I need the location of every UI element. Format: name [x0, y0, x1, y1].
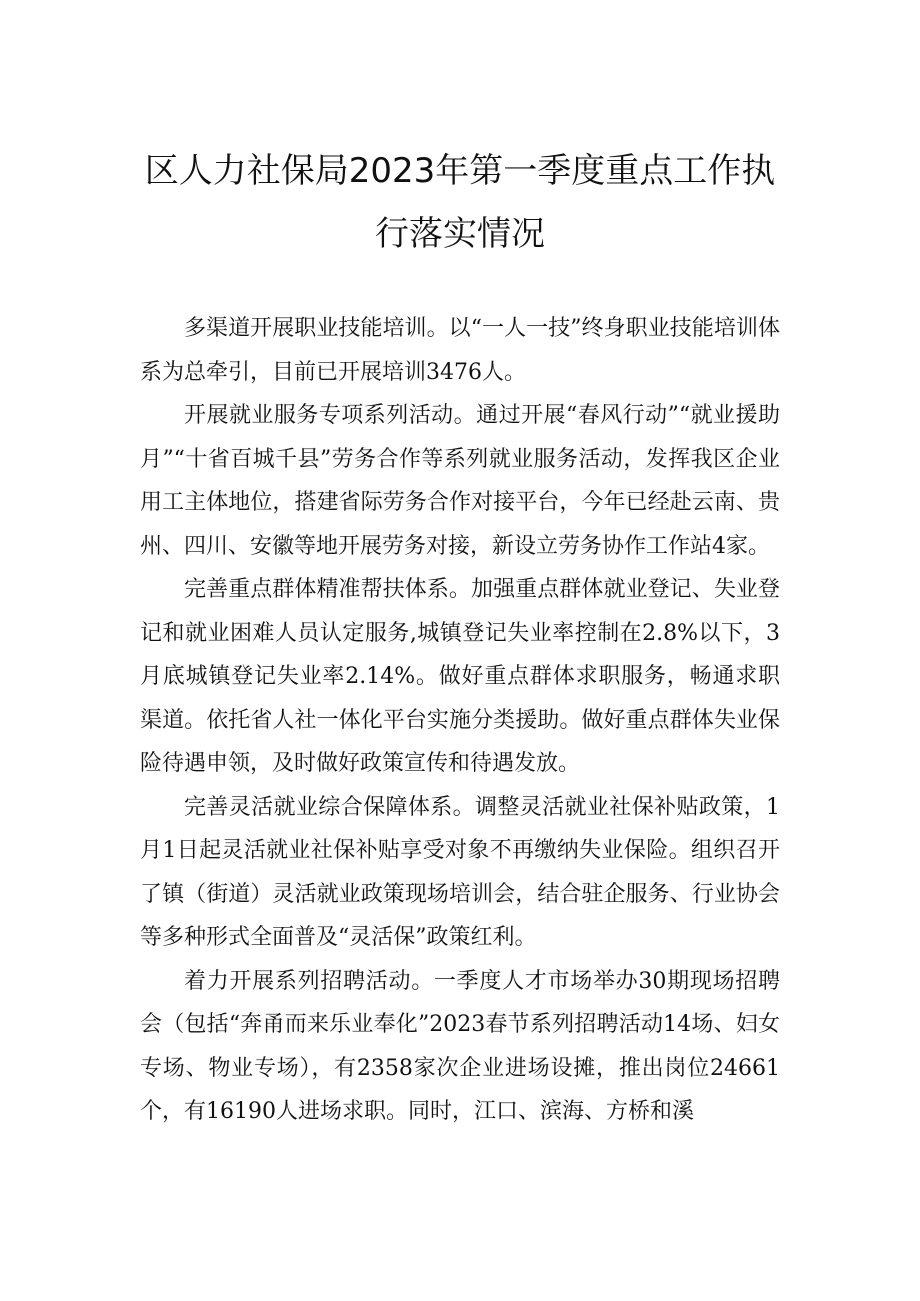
document-body — [140, 307, 780, 1134]
paragraph-employment-services: 开展就业服务专项系列活动。通过开展“春风行动”“就业援助月”“十省百城千县”劳务合作等系列就业服务活动，发挥我区企业用工主体地位，搭建省际劳务合作对接平台，今年已经赴云南、贵州、四川、安徽等地开展劳务对接，新设立劳务协作工作站4家。 — [140, 403, 780, 559]
title-line-2: 行落实情况 — [375, 214, 545, 254]
paragraph-skills-training: 多渠道开展职业技能培训。以“一人一技”终身职业技能培训体系为总牵引，目前已开展培训3476人。 — [140, 316, 780, 385]
document-title — [140, 140, 780, 266]
paragraph-key-groups-support: 完善重点群体精准帮扶体系。加强重点群体就业登记、失业登记和就业困难人员认定服务,城镇登记失业率控制在2.8%以下，3月底城镇登记失业率2.14%。做好重点群体求职服务，畅通求职渠道。依托省人社一体化平台实施分类援助。做好重点群体失业保险待遇申领，及时做好政策宣传和待遇发放。 — [140, 577, 780, 776]
title-line-1: 区人力社保局2023年第一季度重点工作执 — [144, 151, 776, 191]
paragraph-recruitment-activities: 着力开展系列招聘活动。一季度人才市场举办30期现场招聘会（包括“奔甬而来乐业奉化”2023春节系列招聘活动14场、妇女专场、物业专场），有2358家次企业进场设摊，推出岗位24661个，有16190人进场求职。同时，江口、滨海、方桥和溪 — [140, 968, 780, 1124]
paragraph-flexible-employment: 完善灵活就业综合保障体系。调整灵活就业社保补贴政策，1月1日起灵活就业社保补贴享受对象不再缴纳失业保险。组织召开了镇（街道）灵活就业政策现场培训会，结合驻企服务、行业协会等多种形式全面普及“灵活保”政策红利。 — [140, 794, 780, 950]
